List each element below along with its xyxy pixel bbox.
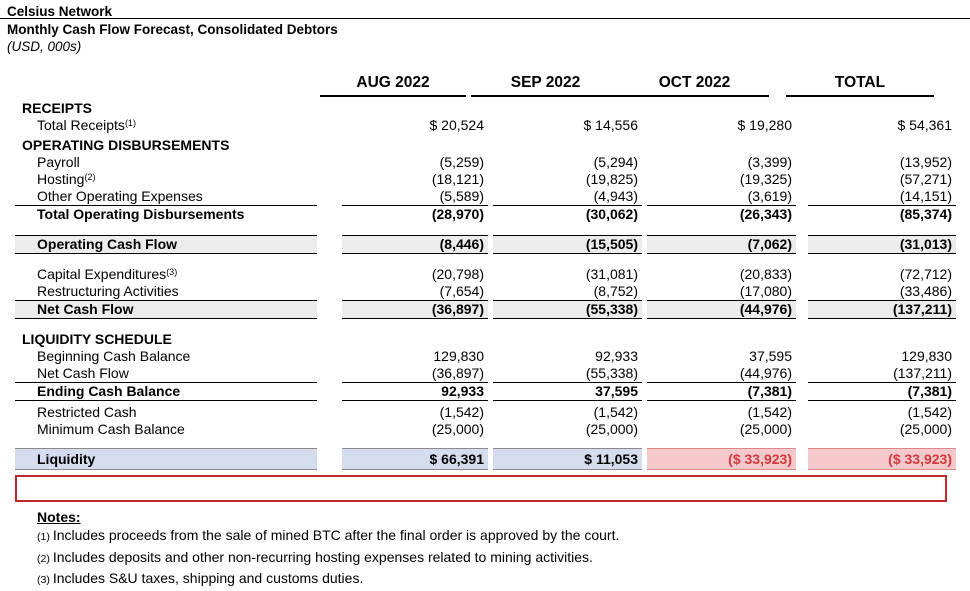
cell-value-negative: ($ 33,923) — [647, 449, 796, 470]
table-row — [15, 283, 956, 301]
row-label: Payroll — [37, 154, 80, 170]
cell-value: (8,446) — [342, 236, 488, 254]
cell-value: (137,211) — [808, 301, 956, 319]
receipts-header: RECEIPTS — [22, 100, 93, 116]
cell-value: (1,542) — [907, 404, 952, 420]
cell-value: (25,000) — [899, 421, 952, 437]
note-item: (1) Includes proceeds from the sale of mined BTC after the final order is approved by the court. — [37, 527, 620, 543]
liquidity-row — [15, 449, 956, 470]
row-label: Restricted Cash — [37, 404, 137, 420]
cell-value: (13,952) — [899, 154, 952, 170]
header-rule — [0, 18, 970, 19]
cell-value: (20,833) — [739, 266, 792, 282]
table-row-total — [15, 236, 956, 254]
cell-value: (3,399) — [747, 154, 792, 170]
row-label: Hosting$^{(2)}$ — [37, 171, 96, 187]
cell-value: (33,486) — [899, 283, 952, 299]
row-label: Minimum Cash Balance — [37, 421, 185, 437]
liquidity-highlight-box — [15, 475, 947, 502]
row-label: Total Operating Disbursements — [15, 206, 317, 224]
cell-value: $ 19,280 — [737, 117, 792, 133]
cell-value: (30,062) — [493, 206, 642, 224]
cell-value: (5,589) — [439, 188, 484, 204]
cell-value: (137,211) — [893, 365, 952, 381]
cell-value: (44,976) — [647, 301, 796, 319]
column-rule — [320, 95, 466, 97]
section-header-row — [15, 331, 956, 348]
row-label: Operating Cash Flow — [15, 236, 317, 254]
cell-value: 92,933 — [342, 383, 488, 401]
cell-value: (44,976) — [739, 365, 792, 381]
table-row — [15, 365, 956, 383]
table-row-total — [15, 206, 956, 224]
company-name: Celsius Network — [7, 4, 113, 19]
cell-value: (17,080) — [739, 283, 792, 299]
row-label: Liquidity — [15, 449, 317, 470]
cell-value: 37,595 — [749, 348, 792, 364]
column-header-sep: SEP 2022 — [510, 74, 581, 91]
cell-value: (26,343) — [647, 206, 796, 224]
section-header-row — [15, 137, 956, 154]
note-item: (2) Includes deposits and other non-recurring hosting expenses related to mining activities. — [37, 548, 593, 565]
cell-value: (20,798) — [431, 266, 484, 282]
row-label: Other Operating Expenses — [37, 188, 203, 204]
table-row — [15, 421, 956, 438]
cell-value: (14,151) — [899, 188, 952, 204]
cell-value: (1,542) — [593, 404, 638, 420]
cell-value: 37,595 — [493, 383, 642, 401]
cell-value: (18,121) — [431, 171, 484, 187]
cell-value: $ 20,524 — [429, 117, 484, 133]
cell-value: 129,830 — [433, 348, 484, 364]
table-row — [15, 117, 956, 134]
cell-value: (3,619) — [747, 188, 792, 204]
cell-value: (36,897) — [431, 365, 484, 381]
cell-value: $ 14,556 — [583, 117, 638, 133]
column-header-oct: OCT 2022 — [658, 74, 731, 91]
table-row — [15, 188, 956, 206]
table-row — [15, 171, 956, 188]
notes-section — [37, 508, 619, 591]
row-label: Restructuring Activities — [37, 283, 179, 299]
row-label: Net Cash Flow — [37, 365, 129, 381]
cell-value: (31,013) — [808, 236, 956, 254]
column-header-total: TOTAL — [834, 74, 886, 91]
table-row — [15, 404, 956, 421]
cell-value: (5,259) — [439, 154, 484, 170]
opex-header: OPERATING DISBURSEMENTS — [22, 137, 230, 153]
cell-value: (19,325) — [739, 171, 792, 187]
cell-value: (7,062) — [647, 236, 796, 254]
cell-value: (25,000) — [739, 421, 792, 437]
cell-value: $ 54,361 — [897, 117, 952, 133]
cell-value: (7,654) — [439, 283, 484, 299]
cell-value: 92,933 — [595, 348, 638, 364]
cell-value: (36,897) — [342, 301, 488, 319]
cell-value: (7,381) — [647, 383, 796, 401]
cell-value: (1,542) — [439, 404, 484, 420]
table-row — [15, 348, 956, 365]
cell-value: (4,943) — [593, 188, 638, 204]
note-item: (3) Includes S&U taxes, shipping and customs duties. — [37, 570, 364, 586]
section-header-row — [15, 100, 956, 117]
cell-value: (31,081) — [585, 266, 638, 282]
column-rule — [620, 95, 769, 97]
table-row-total — [15, 301, 956, 319]
cell-value: $ 11,053 — [493, 449, 642, 470]
cell-value: (55,338) — [585, 365, 638, 381]
cell-value: (5,294) — [593, 154, 638, 170]
cell-value: (7,381) — [808, 383, 956, 401]
report-units: (USD, 000s) — [7, 39, 82, 54]
cell-value: (85,374) — [808, 206, 956, 224]
liquidity-header: LIQUIDITY SCHEDULE — [22, 331, 172, 347]
notes-heading: Notes: — [37, 509, 81, 525]
row-label: Total Receipts$^{(1)}$ — [37, 117, 136, 133]
row-label: Ending Cash Balance — [15, 383, 317, 401]
cell-value: (19,825) — [585, 171, 638, 187]
cash-flow-table — [15, 100, 956, 470]
column-rule — [786, 95, 934, 97]
cell-value: (25,000) — [585, 421, 638, 437]
table-row-total — [15, 383, 956, 401]
row-label: Capital Expenditures$^{(3)}$ — [37, 266, 178, 282]
column-header-aug: AUG 2022 — [356, 74, 430, 91]
row-label: Net Cash Flow — [15, 301, 317, 319]
cell-value-negative: ($ 33,923) — [808, 449, 956, 470]
table-row — [15, 154, 956, 171]
row-label: Beginning Cash Balance — [37, 348, 191, 364]
column-rule — [471, 95, 620, 97]
cell-value: $ 66,391 — [342, 449, 488, 470]
cell-value: (57,271) — [899, 171, 952, 187]
cell-value: (72,712) — [899, 266, 952, 282]
cell-value: (28,970) — [342, 206, 488, 224]
cell-value: 129,830 — [901, 348, 952, 364]
cell-value: (1,542) — [747, 404, 792, 420]
cell-value: (25,000) — [431, 421, 484, 437]
cell-value: (55,338) — [493, 301, 642, 319]
table-row — [15, 266, 956, 283]
cell-value: (15,505) — [493, 236, 642, 254]
cell-value: (8,752) — [593, 283, 638, 299]
report-title: Monthly Cash Flow Forecast, Consolidated Debtors — [7, 22, 338, 37]
